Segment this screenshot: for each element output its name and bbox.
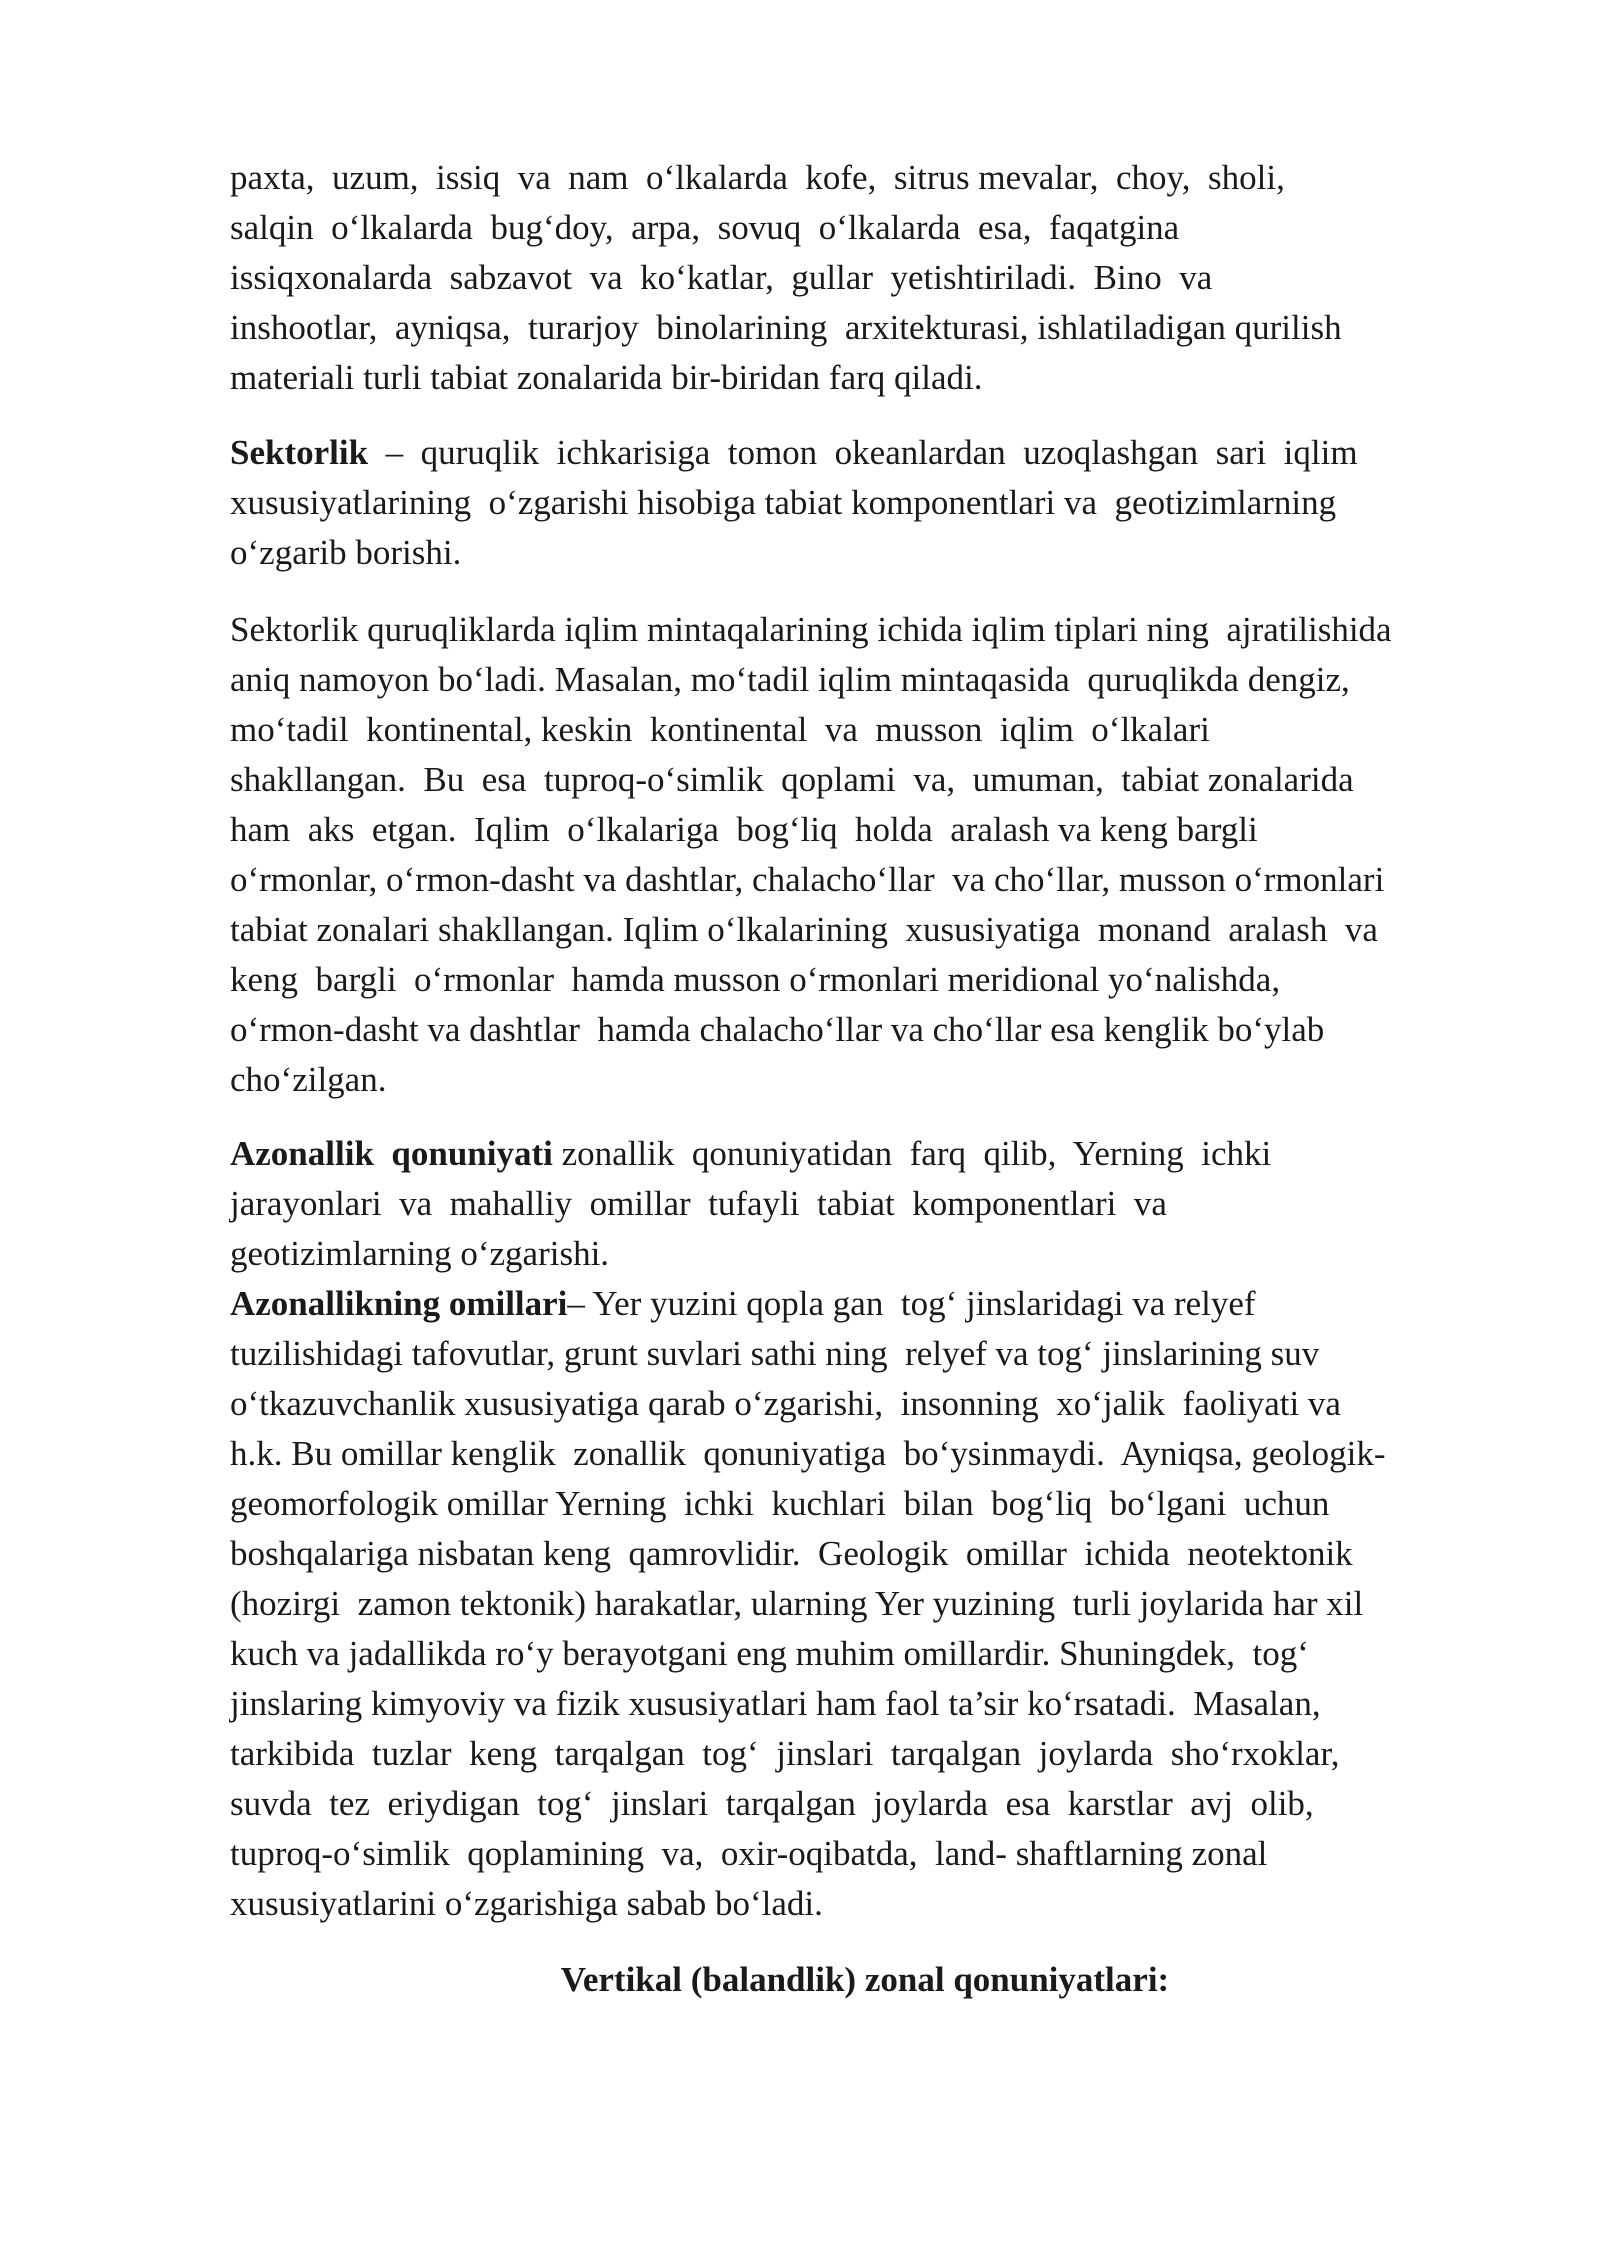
- text-line: [230, 1129, 1500, 1179]
- text-line: suvda tez eriydigan tog‘ jinslari tarqalgan joylarda esa karstlar avj olib,: [230, 1784, 1314, 1823]
- text-line: salqin o‘lkalarda bug‘doy, arpa, sovuq o‘lkalarda esa, faqatgina: [230, 208, 1180, 247]
- section-heading: Vertikal (balandlik) zonal qonuniyatlari:: [560, 1960, 1170, 1999]
- paragraph-3: [230, 605, 1500, 1105]
- text-line: h.k. Bu omillar kenglik zonallik qonuniyatiga bo‘ysinmaydi. Ayniqsa, geologik-: [230, 1434, 1386, 1473]
- term-definition: – Yer yuzini qopla gan tog‘ jinslaridagi va relyef: [567, 1284, 1256, 1323]
- text-line: tarkibida tuzlar keng tarqalgan tog‘ jinslari tarqalgan joylarda sho‘rxoklar,: [230, 1734, 1340, 1773]
- term-definition: zonallik qonuniyatidan farq qilib, Yerning ichki: [552, 1134, 1272, 1173]
- text-line: xususiyatlarining o‘zgarishi hisobiga tabiat komponentlari va geotizimlarning: [230, 483, 1337, 522]
- text-line: o‘zgarib borishi.: [230, 533, 462, 572]
- text-line: ham aks etgan. Iqlim o‘lkalariga bog‘liq holda aralash va keng bargli: [230, 810, 1258, 849]
- text-line: tuzilishidagi tafovutlar, grunt suvlari sathi ning relyef va tog‘ jinslarining suv: [230, 1334, 1320, 1373]
- paragraph-1: [230, 153, 1500, 403]
- text-line: boshqalariga nisbatan keng qamrovlidir. Geologik omillar ichida neotektonik: [230, 1534, 1353, 1573]
- text-line: tuproq-o‘simlik qoplamining va, oxir-oqibatda, land- shaftlarning zonal: [230, 1834, 1268, 1873]
- text-line: cho‘zilgan.: [230, 1060, 387, 1099]
- text-line: paxta, uzum, issiq va nam o‘lkalarda kofe, sitrus mevalar, choy, sholi,: [230, 158, 1285, 197]
- text-line: tabiat zonalari shakllangan. Iqlim o‘lkalarining xususiyatiga monand aralash va: [230, 910, 1378, 949]
- text-line: o‘rmon-dasht va dashtlar hamda chalacho‘llar va cho‘llar esa kenglik bo‘ylab: [230, 1010, 1325, 1049]
- text-line: jinslaring kimyoviy va fizik xususiyatlari ham faol ta’sir ko‘rsatadi. Masalan,: [230, 1684, 1321, 1723]
- paragraph-5: [230, 1279, 1500, 1929]
- text-line: mo‘tadil kontinental, keskin kontinental va musson iqlim o‘lkalari: [230, 710, 1210, 749]
- text-line: kuch va jadallikda ro‘y berayotgani eng muhim omillardir. Shuningdek, tog‘: [230, 1634, 1309, 1673]
- text-line: keng bargli o‘rmonlar hamda musson o‘rmonlari meridional yo‘nalishda,: [230, 960, 1281, 999]
- term-sektorlik: Sektorlik: [230, 433, 369, 472]
- text-line: (hozirgi zamon tektonik) harakatlar, ularning Yer yuzining turli joylarida har xil: [230, 1584, 1364, 1623]
- term-definition: – quruqlik ichkarisiga tomon okeanlardan uzoqlashgan sari iqlim: [368, 433, 1358, 472]
- text-line: o‘tkazuvchanlik xususiyatiga qarab o‘zgarishi, insonning xo‘jalik faoliyati va: [230, 1384, 1341, 1423]
- text-line: aniq namoyon bo‘ladi. Masalan, mo‘tadil iqlim mintaqasida quruqlikda dengiz,: [230, 660, 1350, 699]
- text-line: geomorfologik omillar Yerning ichki kuchlari bilan bog‘liq bo‘lgani uchun: [230, 1484, 1330, 1523]
- text-line: o‘rmonlar, o‘rmon-dasht va dashtlar, chalacho‘llar va cho‘llar, musson o‘rmonlari: [230, 860, 1385, 899]
- text-line: shakllangan. Bu esa tuproq-o‘simlik qoplami va, umuman, tabiat zonalarida: [230, 760, 1354, 799]
- text-line: issiqxonalarda sabzavot va ko‘katlar, gullar yetishtiriladi. Bino va: [230, 258, 1213, 297]
- term-azonallik-qonuniyati: Azonallik qonuniyati: [230, 1134, 553, 1173]
- text-line: Sektorlik quruqliklarda iqlim mintaqalarining ichida iqlim tiplari ning ajratilishida: [230, 610, 1392, 649]
- text-line: xususiyatlarini o‘zgarishiga sabab bo‘ladi.: [230, 1884, 823, 1923]
- term-azonallikning-omillari: Azonallikning omillari: [230, 1284, 568, 1323]
- text-line: [230, 428, 1500, 478]
- text-line: materiali turli tabiat zonalarida bir-biridan farq qiladi.: [230, 358, 983, 397]
- text-line: inshootlar, ayniqsa, turarjoy binolarining arxitekturasi, ishlatiladigan qurilish: [230, 308, 1342, 347]
- paragraph-2: [230, 428, 1500, 578]
- paragraph-4: [230, 1129, 1500, 1279]
- text-line: jarayonlari va mahalliy omillar tufayli tabiat komponentlari va: [230, 1184, 1167, 1223]
- text-line: geotizimlarning o‘zgarishi.: [230, 1234, 610, 1273]
- text-line: [230, 1279, 1500, 1329]
